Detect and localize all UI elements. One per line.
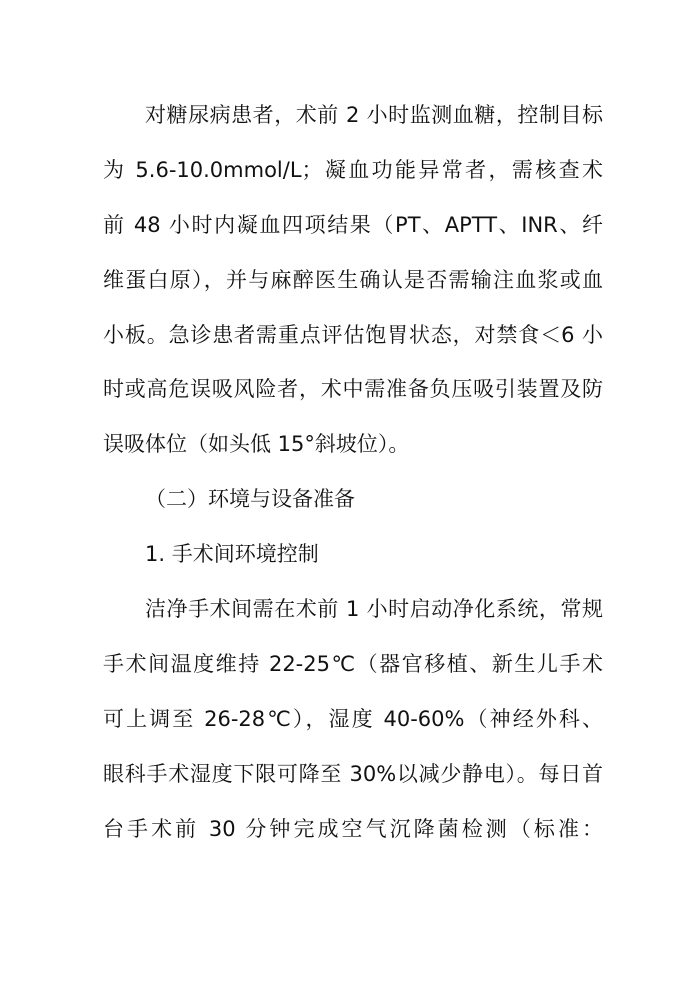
paragraph-1-line-1: 对糖尿病患者，术前 2 小时监测血糖，控制目标 (145, 103, 603, 127)
paragraph-1-line-6: 时或高危误吸风险者，术中需准备负压吸引装置及防 (103, 377, 603, 401)
paragraph-2-line-4: 眼科手术湿度下限可降至 30%以减少静电）。每日首 (103, 762, 603, 786)
paragraph-1-line-7: 误吸体位（如头低 15°斜坡位）。 (103, 432, 410, 456)
section-heading: （二）环境与设备准备 (145, 487, 355, 511)
subsection-heading: 1. 手术间环境控制 (145, 542, 319, 566)
paragraph-1-line-3: 前 48 小时内凝血四项结果（PT、APTT、INR、纤 (103, 213, 603, 237)
paragraph-1-line-2: 为 5.6-10.0mmol/L；凝血功能异常者，需核查术 (103, 158, 603, 182)
paragraph-2-line-3: 可上调至 26-28℃），湿度 40-60%（神经外科、 (103, 707, 603, 731)
paragraph-2-line-5: 台手术前 30 分钟完成空气沉降菌检测（标准： (103, 817, 603, 841)
paragraph-2-line-2: 手术间温度维持 22-25℃（器官移植、新生儿手术 (103, 652, 603, 676)
paragraph-1-line-4: 维蛋白原），并与麻醉医生确认是否需输注血浆或血 (103, 268, 603, 292)
paragraph-2-line-1: 洁净手术间需在术前 1 小时启动净化系统，常规 (145, 597, 603, 621)
paragraph-1-line-5: 小板。急诊患者需重点评估饱胃状态，对禁食＜6 小 (103, 323, 603, 347)
